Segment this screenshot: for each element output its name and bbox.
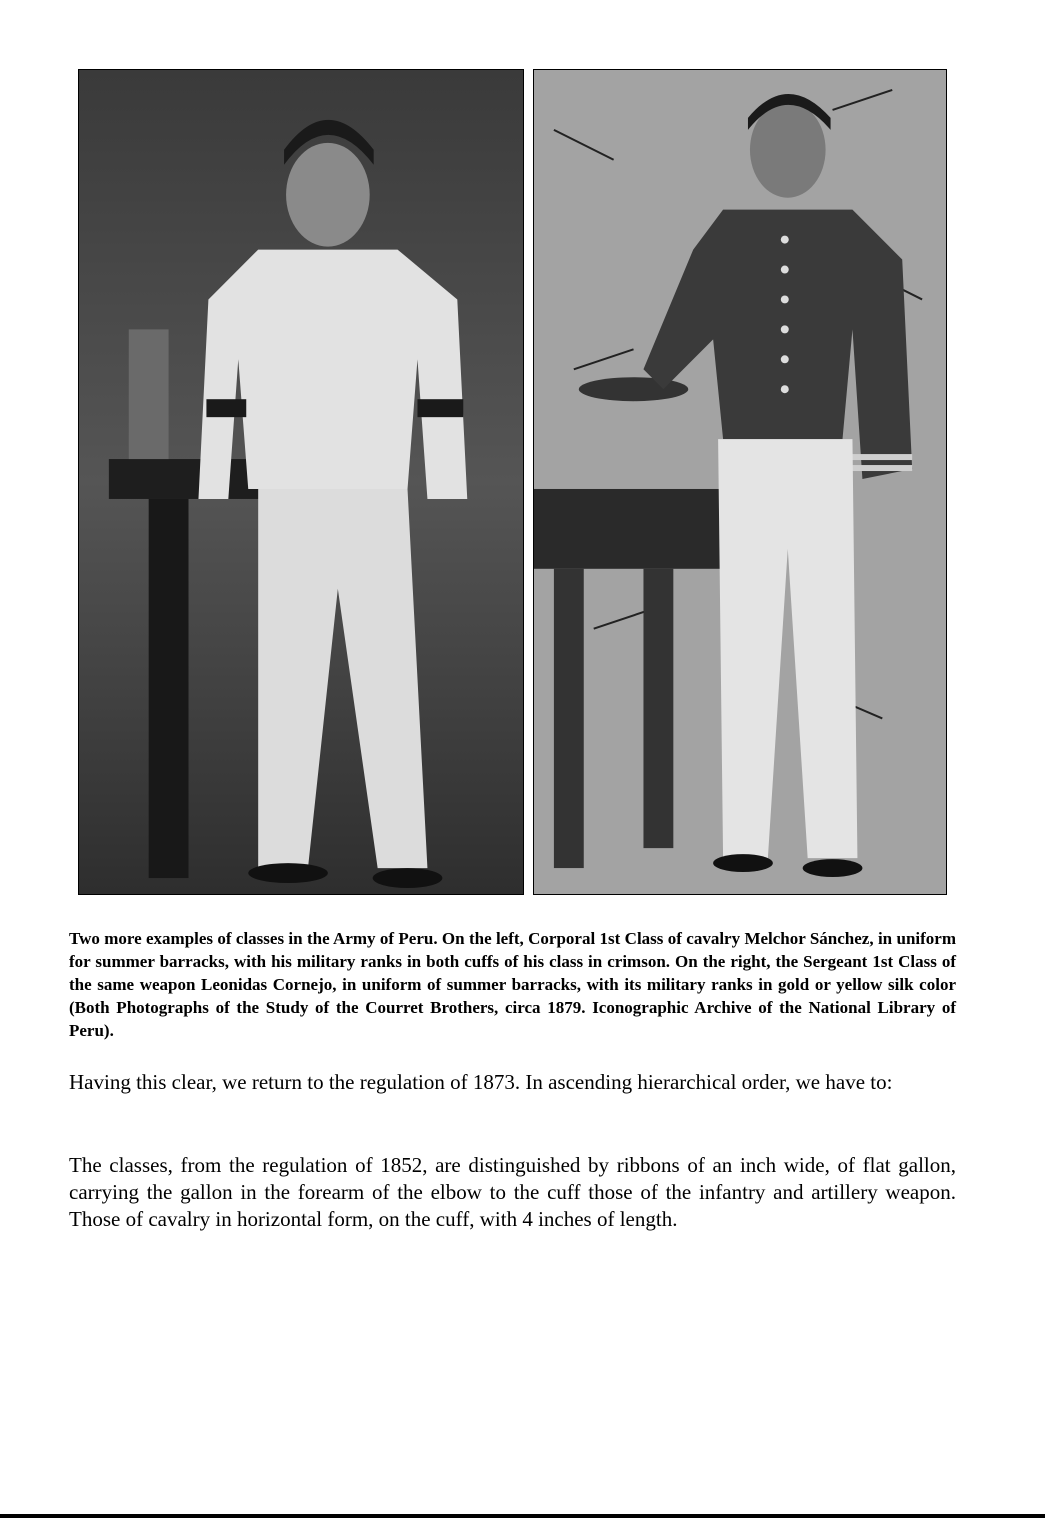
page-bottom-border [0, 1514, 1045, 1518]
photo-right-sergeant [533, 69, 947, 895]
photo-left-corporal [78, 69, 524, 895]
corporal-portrait-image [79, 70, 523, 894]
body-paragraph: The classes, from the regulation of 1852, are distinguished by ribbons of an inch wide, of flat gallon, carrying the gallon in the forearm of the elbow to the cuff those of the infantry and artillery weapon. Those of cavalry in horizontal form, on the cuff, with 4 inches of length. [69, 1153, 956, 1231]
photo-caption: Two more examples of classes in the Army of Peru. On the left, Corporal 1st Class of cavalry Melchor Sánchez, in uniform for summer barracks, with his military ranks in both cuffs of his class in crimson. On the right, the Sergeant 1st Class of the same weapon Leonidas Cornejo, in uniform of summer barracks, with its military ranks in gold or yellow silk color (Both Photographs of the Study of the Courret Brothers, circa 1879. Iconographic Archive of the National Library of Peru). [69, 929, 956, 1040]
sergeant-portrait-image [534, 70, 946, 894]
body-paragraph: Having this clear, we return to the regulation of 1873. In ascending hierarchical order, we have to: [69, 1070, 893, 1094]
